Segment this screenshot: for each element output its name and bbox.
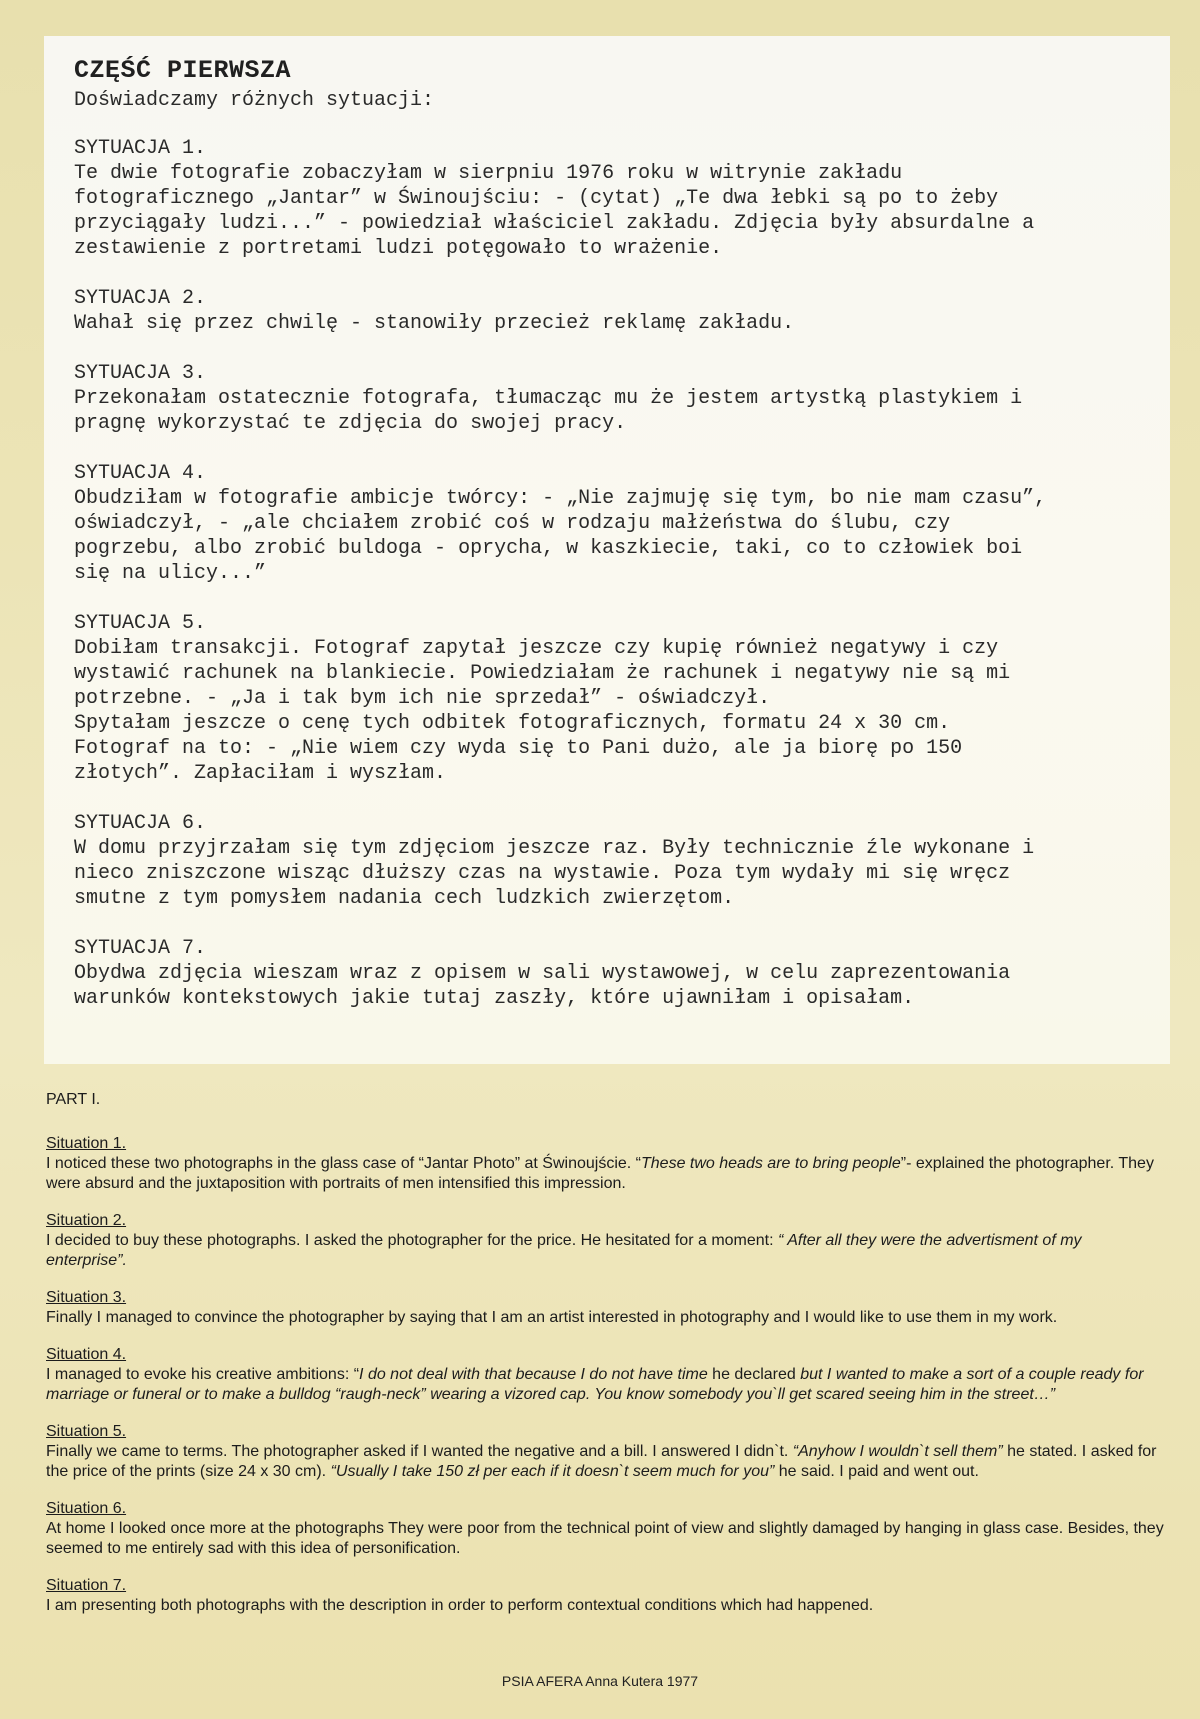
english-situation-body — [46, 1519, 1166, 1559]
polish-situation-heading: SYTUACJA 4. — [74, 462, 207, 485]
polish-situation-body — [74, 961, 1142, 1011]
polish-situation-heading: SYTUACJA 6. — [74, 812, 207, 835]
body-text: I managed to evoke his creative ambitions: “ — [46, 1366, 360, 1383]
english-situation-body — [46, 1231, 1166, 1271]
polish-situation — [74, 461, 1142, 586]
body-text: he declared — [707, 1366, 801, 1383]
polish-situation — [74, 811, 1142, 911]
polish-situation-body — [74, 311, 1142, 336]
polish-situation-heading: SYTUACJA 7. — [74, 937, 207, 960]
body-text: I decided to buy these photographs. I asked the photographer for the price. He hesitated for a moment: — [46, 1232, 779, 1249]
english-situation — [46, 1211, 1166, 1271]
english-text-section — [46, 1090, 1166, 1633]
polish-situation-body — [74, 386, 1142, 436]
english-situation-body — [46, 1308, 1166, 1328]
polish-text-line: smutne z tym pomysłem nadania cech ludzkich zwierzętom. — [74, 887, 735, 910]
polish-situation-body — [74, 836, 1142, 911]
body-text: he stated. I asked for the price of the prints (size 24 x 30 cm). — [46, 1443, 1157, 1480]
polish-situation-body — [74, 486, 1142, 586]
polish-situation — [74, 286, 1142, 336]
english-situations — [46, 1134, 1166, 1616]
polish-situation — [74, 936, 1142, 1011]
polish-text-line: nieco zniszczone wisząc dłuższy czas na wystawie. Poza tym wydały mi się wręcz — [74, 862, 1011, 885]
polish-text-line: przyciągały ludzi...” - powiedział właściciel zakładu. Zdjęcia były absurdalne a — [74, 212, 1035, 235]
polish-text-line: Wahał się przez chwilę - stanowiły przecież reklamę zakładu. — [74, 312, 795, 335]
polish-situation-body — [74, 636, 1142, 786]
polish-text-panel — [44, 36, 1170, 1064]
polish-subtitle: Doświadczamy różnych sytuacji: — [74, 89, 435, 112]
polish-text-line: Spytałam jeszcze o cenę tych odbitek fotograficznych, formatu 24 x 30 cm. — [74, 712, 951, 735]
polish-text-line: pragnę wykorzystać te zdjęcia do swojej pracy. — [74, 412, 627, 435]
polish-situation — [74, 611, 1142, 786]
polish-text-line: Dobiłam transakcji. Fotograf zapytał jeszcze czy kupię również negatywy i czy — [74, 637, 999, 660]
polish-text-line: zestawienie z portretami ludzi potęgowało to wrażenie. — [74, 237, 723, 260]
quoted-text: “ After all they were the advertisment of my enterprise”. — [46, 1232, 1082, 1269]
polish-text-line: Te dwie fotografie zobaczyłam w sierpniu 1976 roku w witrynie zakładu — [74, 162, 903, 185]
quoted-text: I do not deal with that because I do not have time — [359, 1366, 708, 1383]
body-text: Finally I managed to convince the photographer by saying that I am an artist interested in photography and I would like to use them in my work. — [46, 1309, 1058, 1326]
quoted-text: but I wanted to make a sort of a couple ready for marriage or funeral or to make a bulldog “raugh-neck” wearing a vizored cap. You know somebody you`ll get scared seeing him in the street…” — [46, 1366, 1144, 1403]
polish-situation — [74, 136, 1142, 261]
polish-text-line: Obudziłam w fotografie ambicje twórcy: - „Nie zajmuję się tym, bo nie mam czasu”, — [74, 487, 1047, 510]
polish-text-line: Obydwa zdjęcia wieszam wraz z opisem w sali wystawowej, w celu zaprezentowania — [74, 962, 1011, 985]
english-situation-heading: Situation 2. — [46, 1212, 127, 1229]
body-text: ”- explained the photographer. They were absurd and the juxtaposition with portraits of men intensified this impression. — [46, 1155, 1154, 1192]
english-situation-body — [46, 1442, 1166, 1482]
english-situation — [46, 1499, 1166, 1559]
polish-situations — [74, 136, 1142, 1011]
polish-situation-heading: SYTUACJA 2. — [74, 287, 207, 310]
polish-text-line: wystawić rachunek na blankiecie. Powiedziałam że rachunek i negatywy nie są mi — [74, 662, 1011, 685]
english-situation-body — [46, 1154, 1166, 1194]
english-situation-heading: Situation 7. — [46, 1577, 127, 1594]
polish-text-line: potrzebne. - „Ja i tak bym ich nie sprzedał” - oświadczył. — [74, 687, 771, 710]
english-situation-heading: Situation 1. — [46, 1135, 127, 1152]
polish-text-line: złotych”. Zapłaciłam i wyszłam. — [74, 762, 447, 785]
english-situation-body — [46, 1365, 1166, 1405]
english-situation-heading: Situation 3. — [46, 1289, 127, 1306]
polish-text-line: W domu przyjrzałam się tym zdjęciom jeszcze raz. Były technicznie źle wykonane i — [74, 837, 1035, 860]
polish-situation — [74, 361, 1142, 436]
polish-text-line: Fotograf na to: - „Nie wiem czy wyda się to Pani dużo, ale ja biorę po 150 — [74, 737, 963, 760]
footer-credit: PSIA AFERA Anna Kutera 1977 — [501, 1673, 699, 1689]
polish-text-line: fotograficznego „Jantar” w Świnoujściu: - (cytat) „Te dwa łebki są po to żeby — [74, 187, 999, 210]
english-situation — [46, 1288, 1166, 1328]
polish-title: CZĘŚĆ PIERWSZA — [74, 56, 292, 85]
english-situation-heading: Situation 5. — [46, 1423, 127, 1440]
polish-situation-heading: SYTUACJA 5. — [74, 612, 207, 635]
polish-text-line: pogrzebu, albo zrobić buldoga - oprycha, w kaszkiecie, taki, co to człowiek boi — [74, 537, 1023, 560]
english-situation-heading: Situation 6. — [46, 1500, 127, 1517]
english-part-title: PART I. — [46, 1091, 101, 1108]
polish-situation-body — [74, 161, 1142, 261]
polish-situation-heading: SYTUACJA 3. — [74, 362, 207, 385]
polish-situation-heading: SYTUACJA 1. — [74, 137, 207, 160]
polish-text-line: Przekonałam ostatecznie fotografa, tłumacząc mu że jestem artystką plastykiem i — [74, 387, 1023, 410]
english-situation-heading: Situation 4. — [46, 1346, 127, 1363]
quoted-text: “Anyhow I wouldn`t sell them” — [792, 1443, 1003, 1460]
polish-text-line: warunków kontekstowych jakie tutaj zaszły, które ujawniłam i opisałam. — [74, 987, 915, 1010]
english-situation — [46, 1422, 1166, 1482]
polish-text-line: oświadczył, - „ale chciałem zrobić coś w rodzaju małżeństwa do ślubu, czy — [74, 512, 951, 535]
body-text: I am presenting both photographs with the description in order to perform contextual conditions which had happened. — [46, 1597, 874, 1614]
quoted-text: “Usually I take 150 zł per each if it doesn`t seem much for you” — [330, 1463, 775, 1480]
english-situation-body — [46, 1596, 1166, 1616]
polish-text-line: się na ulicy...” — [74, 562, 267, 585]
english-situation — [46, 1576, 1166, 1616]
body-text: I noticed these two photographs in the glass case of “Jantar Photo” at Świnoujście. “ — [46, 1155, 641, 1172]
body-text: Finally we came to terms. The photographer asked if I wanted the negative and a bill. I answered I didn`t. — [46, 1443, 793, 1460]
english-situation — [46, 1345, 1166, 1405]
english-situation — [46, 1134, 1166, 1194]
quoted-text: These two heads are to bring people — [641, 1155, 901, 1172]
body-text: he said. I paid and went out. — [774, 1463, 979, 1480]
body-text: At home I looked once more at the photographs They were poor from the technical point of view and slightly damaged by hanging in glass case. Besides, they seemed to me entirely sad with this idea of personification. — [46, 1520, 1164, 1557]
